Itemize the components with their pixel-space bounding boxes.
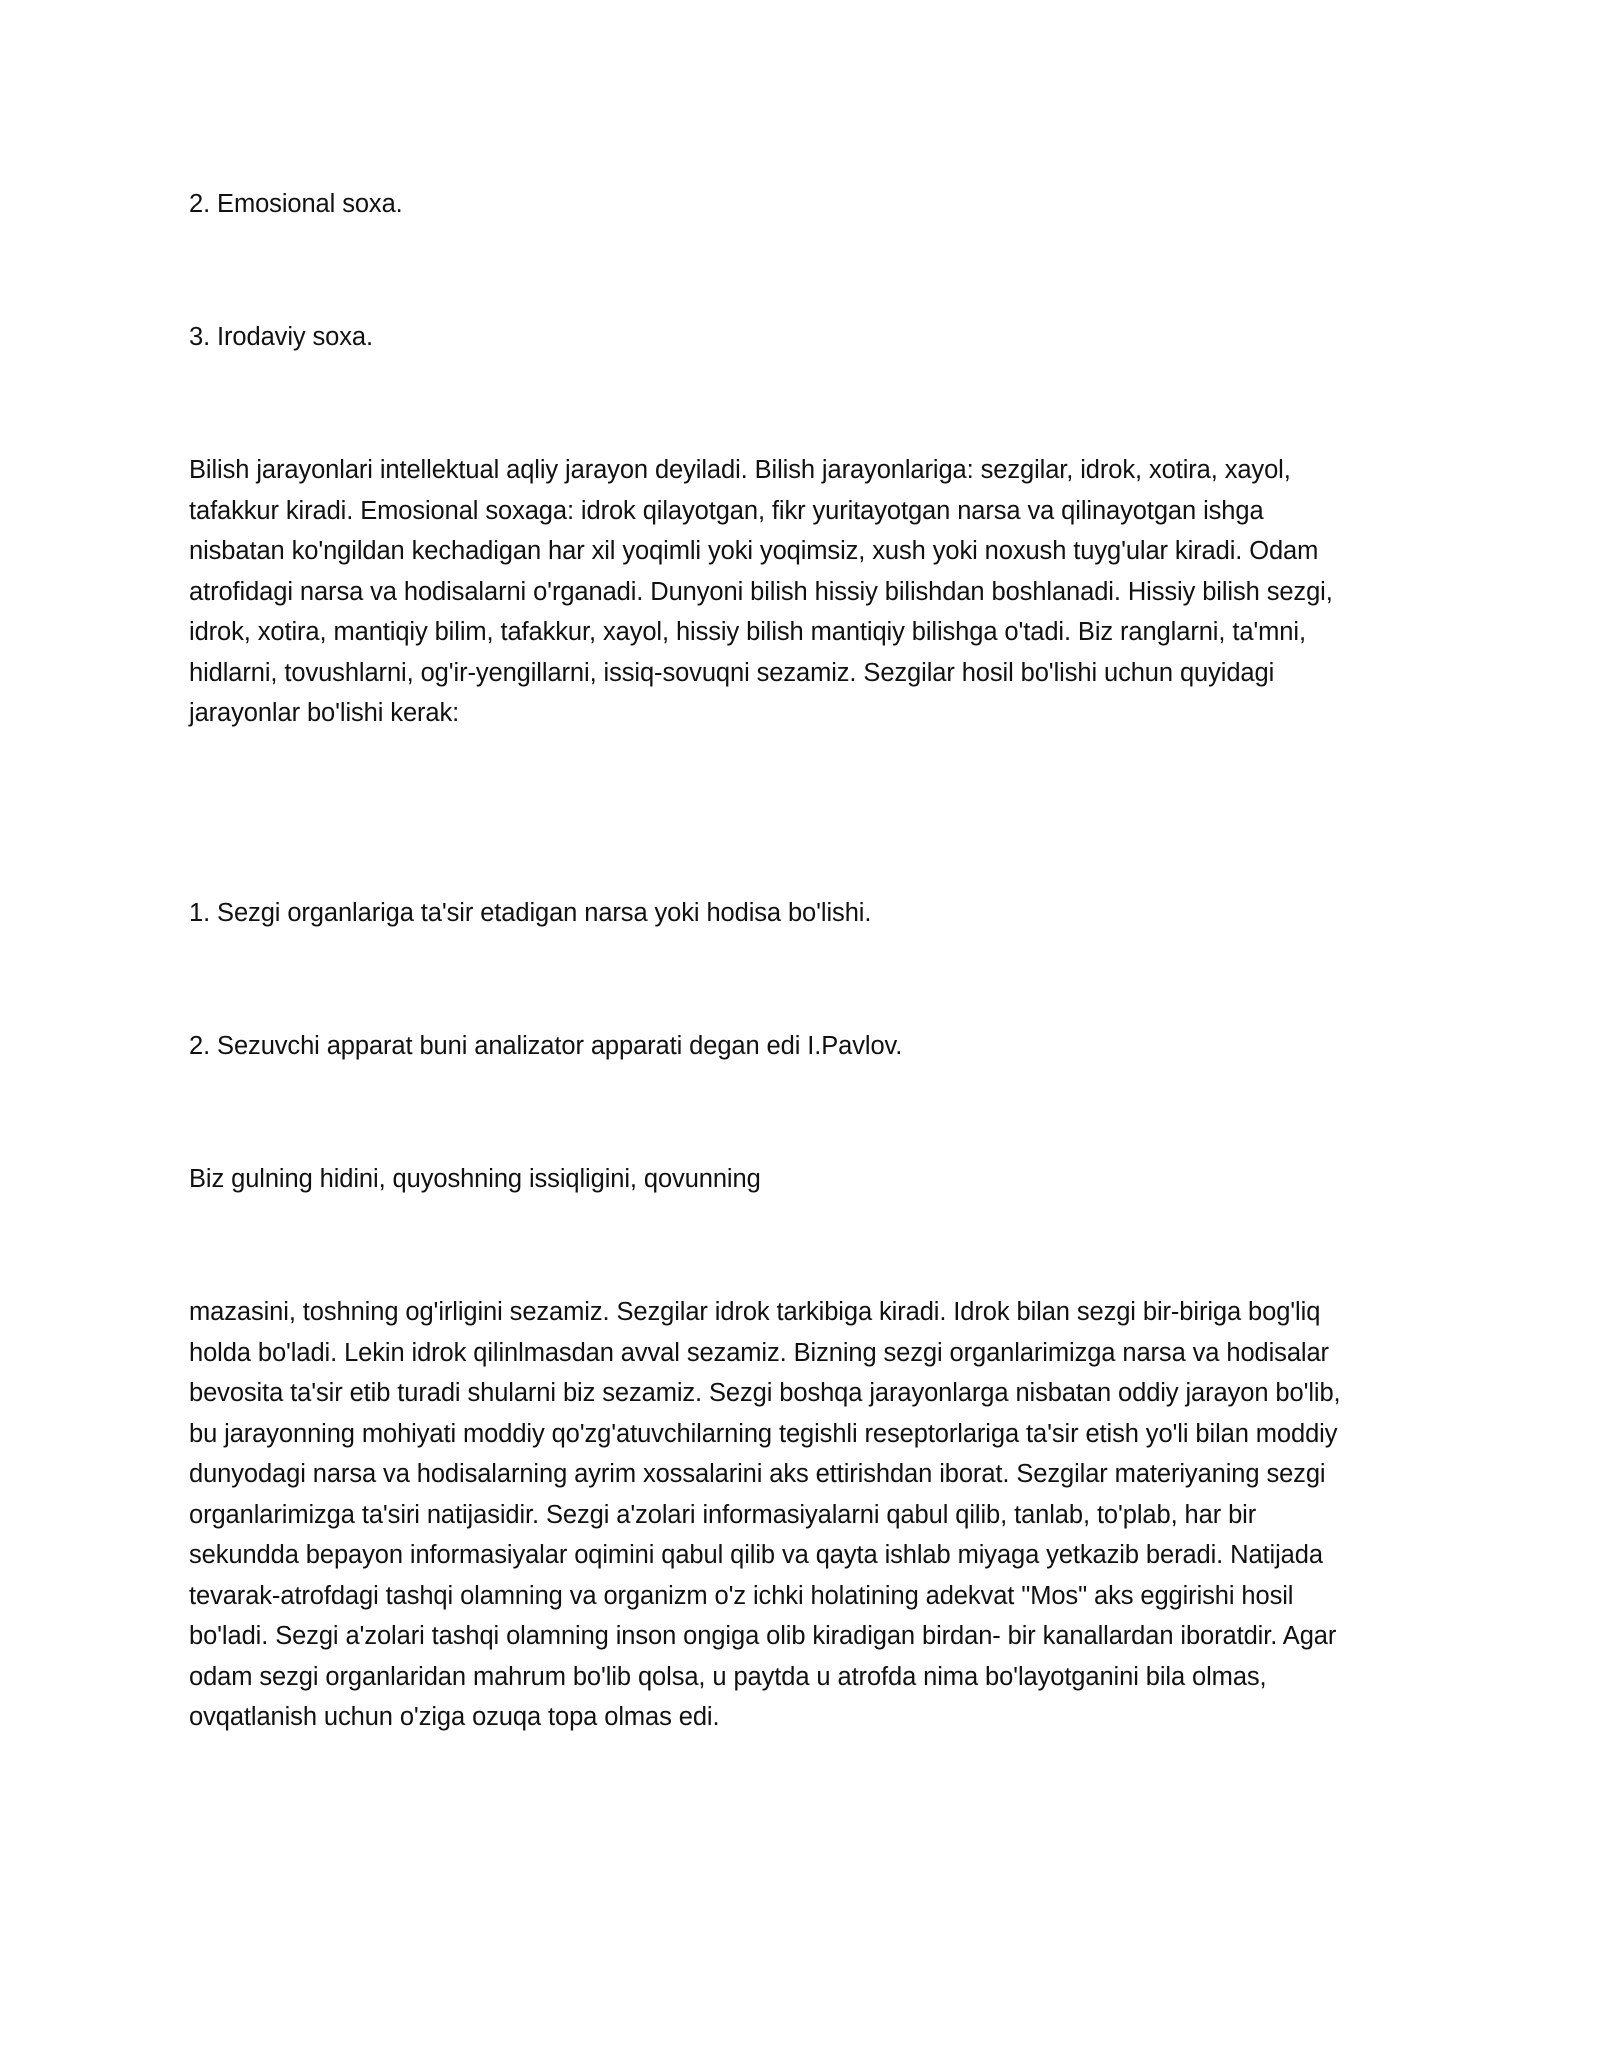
text-line: odam sezgi organlaridan mahrum bo'lib qolsa, u paytda u atrofda nima bo'layotganini bila olmas, [189, 1662, 1267, 1691]
text-line: 1. Sezgi organlariga ta'sir etadigan narsa yoki hodisa bo'lishi. [189, 899, 872, 927]
text-line: Bilish jarayonlari intellektual aqliy jarayon deyiladi. Bilish jarayonlariga: sezgilar, idrok, xotira, xayol, [189, 456, 1291, 484]
text-line: mazasini, toshning og'irligini sezamiz. Sezgilar idrok tarkibiga kiradi. Idrok bilan sezgi bir-biriga bog'liq [189, 1298, 1321, 1326]
paragraph-volitional-sphere [189, 317, 1414, 358]
text-line: sekundda bepayon informasiyalar oqimini qabul qilib va qayta ishlab miyaga yetkazib beradi. Natijada [189, 1541, 1323, 1569]
paragraph-list-item-2 [189, 1026, 1414, 1067]
paragraph-emotional-sphere [189, 184, 1414, 225]
text-line: 3. Irodaviy soxa. [189, 323, 373, 351]
text-line: tevarak-atrofdagi tashqi olamning va organizm o'z ichki holatining adekvat "Mos" aks eggirishi hosil [189, 1581, 1294, 1610]
paragraph-list-item-1 [189, 893, 1414, 934]
text-line: bu jarayonning mohiyati moddiy qo'zg'atuvchilarning tegishli reseptorlariga ta'sir etish yo'li bilan moddiy [189, 1419, 1338, 1448]
text-line: nisbatan ko'ngildan kechadigan har xil yoqimli yoki yoqimsiz, xush yoki noxush tuyg'ular kiradi. Odam [189, 537, 1319, 565]
text-line: tafakkur kiradi. Emosional soxaga: idrok qilayotgan, fikr yuritayotgan narsa va qilinayotgan ishga [189, 496, 1264, 525]
text-line: Biz gulning hidini, quyoshning issiqligini, qovunning [189, 1165, 761, 1193]
text-line: bevosita ta'sir etib turadi shularni biz sezamiz. Sezgi boshqa jarayonlarga nisbatan oddiy jarayon bo'lib, [189, 1379, 1341, 1407]
text-line: idrok, xotira, mantiqiy bilim, tafakkur, xayol, hissiy bilish mantiqiy bilishga o'tadi. Biz ranglarni, ta'mni, [189, 618, 1306, 646]
text-line: 2. Sezuvchi apparat buni analizator apparati degan edi I.Pavlov. [189, 1032, 903, 1060]
text-line: hidlarni, tovushlarni, og'ir-yengillarni, issiq-sovuqni sezamiz. Sezgilar hosil bo'lishi uchun quyidagi [189, 658, 1275, 687]
text-line: ovqatlanish uchun o'ziga ozuqa topa olmas edi. [189, 1703, 720, 1731]
text-line: 2. Emosional soxa. [189, 190, 403, 218]
paragraph-cognitive-processes [189, 450, 1414, 734]
paragraph-sensation-body [189, 1292, 1414, 1738]
text-line: bo'ladi. Sezgi a'zolari tashqi olamning inson ongiga olib kiradigan birdan- bir kanallardan iboratdir. Agar [189, 1622, 1337, 1650]
text-line: organlarimizga ta'siri natijasidir. Sezgi a'zolari informasiyalarni qabul qilib, tanlab, to'plab, har bir [189, 1500, 1257, 1529]
text-line: dunyodagi narsa va hodisalarning ayrim xossalarini aks ettirishdan iborat. Sezgilar materiyaning sezgi [189, 1460, 1326, 1488]
text-line: jarayonlar bo'lishi kerak: [189, 699, 460, 727]
text-line: atrofidagi narsa va hodisalarni o'rganadi. Dunyoni bilish hissiy bilishdan boshlanadi. Hissiy bilish sezgi, [189, 577, 1333, 606]
text-line: holda bo'ladi. Lekin idrok qilinlmasdan avval sezamiz. Bizning sezgi organlarimizga narsa va hodisalar [189, 1338, 1329, 1367]
paragraph-sensation-intro [189, 1159, 1414, 1200]
